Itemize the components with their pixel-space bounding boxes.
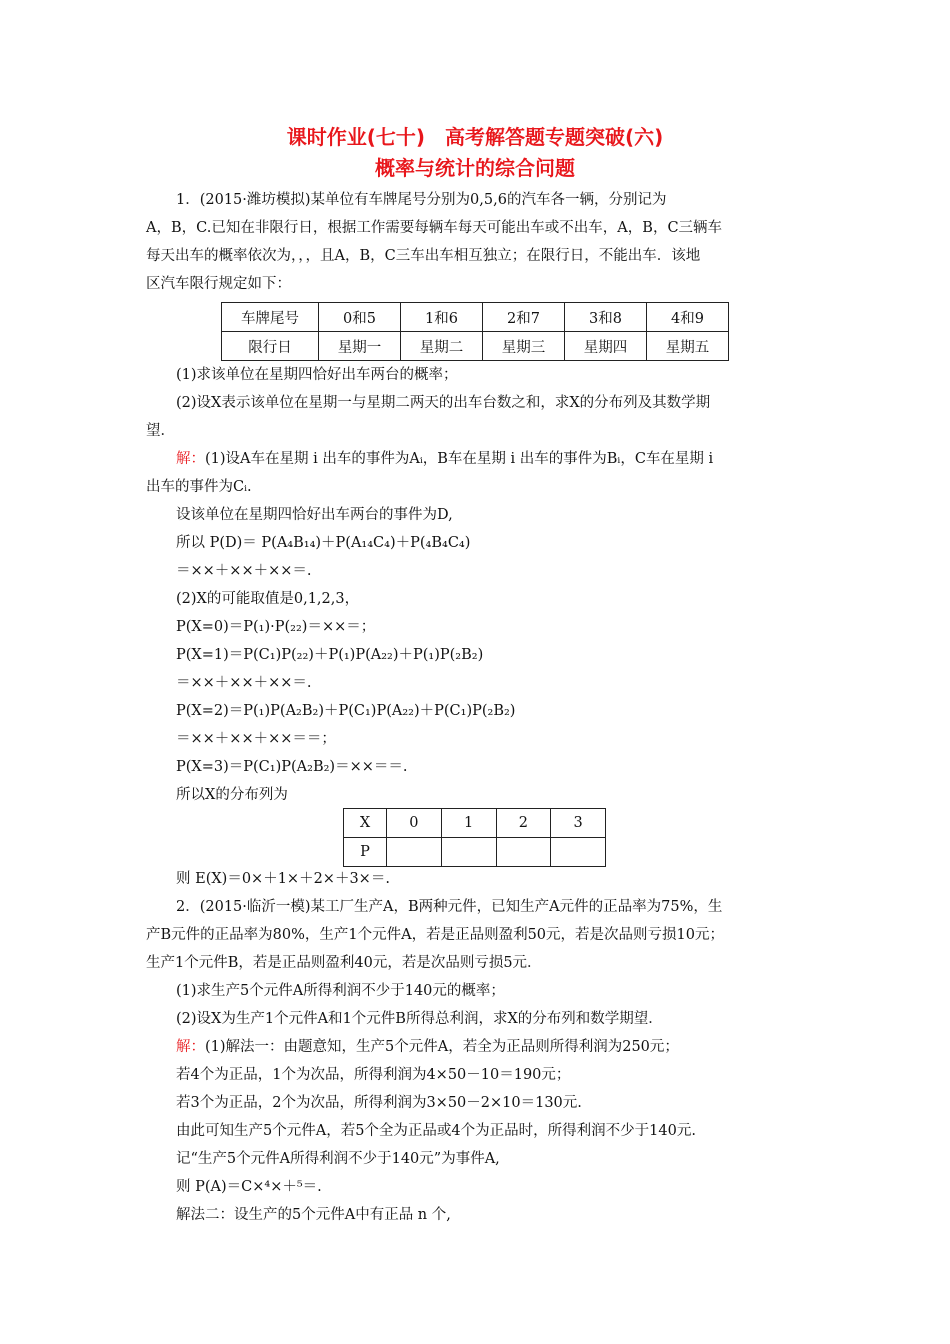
table-cell [496, 838, 551, 867]
solution-2-line: 若4个为正品，1个为次品，所得利润为4×50－10＝190元； [176, 1067, 571, 1083]
solution-1-line: ＝××＋××＋××＝. [176, 563, 312, 579]
table-cell: 0和5 [319, 303, 401, 332]
restriction-table [221, 302, 729, 361]
solution-1-line [176, 446, 713, 472]
solution-text: (1)解法一：由题意知，生产5个元件A，若全为正品则所得利润为250元； [205, 1039, 679, 1055]
solution-1-line: 所以X的分布列为 [176, 787, 288, 803]
solution-1-line: P(X=3)＝P(C₁)P(A₂B₂)＝××＝＝. [176, 759, 408, 775]
solution-label: 解： [176, 1039, 205, 1055]
table-cell: 4和9 [647, 303, 729, 332]
solution-2-line: 若3个为正品，2个为次品，所得利润为3×50－2×10＝130元. [176, 1095, 582, 1111]
problem2-line: 产B元件的正品率为80%，生产1个元件A，若是正品则盈利50元，若是次品则亏损10元； [146, 927, 724, 943]
table-cell [441, 838, 496, 867]
table-row [222, 332, 729, 361]
problem1-line: 每天出车的概率依次为，，，且A，B，C三车出车相互独立；在限行日，不能出车．该地 [146, 248, 701, 264]
distribution-table [343, 808, 606, 867]
table-row [222, 303, 729, 332]
table-cell: 星期一 [319, 332, 401, 361]
solution-2-line: 记“生产5个元件A所得利润不少于140元”为事件A, [176, 1151, 500, 1167]
page-title: 课时作业(七十) 高考解答题专题突破(六) [286, 125, 664, 149]
solution-1-line: 设该单位在星期四恰好出车两台的事件为D, [176, 507, 453, 523]
problem2-line: 生产1个元件B，若是正品则盈利40元，若是次品则亏损5元． [146, 955, 542, 971]
table-cell: 2 [496, 809, 551, 838]
table-cell: 1和6 [401, 303, 483, 332]
solution-1-line: P(X=2)＝P(₁)P(A₂B₂)＋P(C₁)P(A₂₂)＋P(C₁)P(₂B₂) [176, 703, 516, 719]
solution-1-line: ＝××＋××＋××＝. [176, 675, 312, 691]
table-cell: 3和8 [565, 303, 647, 332]
solution-2-line: 则 P(A)＝C×⁴×＋⁵＝. [176, 1179, 322, 1195]
problem1-line: 区汽车限行规定如下： [146, 276, 291, 292]
solution-1-line: 所以 P(D)＝ P(A₄B₁₄)＋P(A₁₄C₄)＋P(₄B₄C₄) [176, 535, 471, 551]
expectation-line: 则 E(X)＝0×＋1×＋2×＋3×＝. [176, 871, 390, 887]
solution-1-line: 出车的事件为Cᵢ. [146, 479, 252, 495]
problem1-line: A，B，C.已知在非限行日，根据工作需要每辆车每天可能出车或不出车，A，B，C三辆车 [146, 220, 723, 236]
table-row [344, 809, 606, 838]
table-cell: 0 [387, 809, 442, 838]
solution-1-line: (2)X的可能取值是0,1,2,3， [176, 591, 360, 607]
question-1-2-cont: 望． [146, 423, 175, 439]
table-cell: P [344, 838, 387, 867]
table-cell [387, 838, 442, 867]
question-1-2: (2)设X表示该单位在星期一与星期二两天的出车台数之和，求X的分布列及其数学期 [176, 395, 711, 411]
table-cell: 星期四 [565, 332, 647, 361]
table-cell: 1 [441, 809, 496, 838]
table-cell [551, 838, 606, 867]
problem1-line: 1．(2015·潍坊模拟)某单位有车牌尾号分别为0,5,6的汽车各一辆，分别记为 [176, 192, 667, 208]
question-2-1: (1)求生产5个元件A所得利润不少于140元的概率； [176, 983, 505, 999]
problem2-line: 2．(2015·临沂一模)某工厂生产A，B两种元件，已知生产A元件的正品率为75%，生 [176, 899, 723, 915]
table-cell: 星期三 [483, 332, 565, 361]
solution-label: 解： [176, 451, 205, 467]
table-cell: 车牌尾号 [222, 303, 319, 332]
solution-1-line: ＝××＋××＋××＝＝； [176, 731, 336, 747]
table-cell: 星期二 [401, 332, 483, 361]
page-subtitle: 概率与统计的综合问题 [375, 156, 575, 180]
solution-2-line: 解法二：设生产的5个元件A中有正品 n 个, [176, 1207, 451, 1223]
solution-1-line: P(X=0)＝P(₁)·P(₂₂)＝××＝； [176, 619, 376, 635]
table-cell: X [344, 809, 387, 838]
question-1-1: (1)求该单位在星期四恰好出车两台的概率； [176, 367, 458, 383]
solution-text: (1)设A车在星期 i 出车的事件为Aᵢ，B车在星期 i 出车的事件为Bᵢ，C车在星期 i [205, 451, 714, 467]
table-cell: 2和7 [483, 303, 565, 332]
solution-2-line: 由此可知生产5个元件A，若5个全为正品或4个为正品时，所得利润不少于140元. [176, 1123, 696, 1139]
table-cell: 星期五 [647, 332, 729, 361]
table-cell: 3 [551, 809, 606, 838]
table-row [344, 838, 606, 867]
solution-1-line: P(X=1)＝P(C₁)P(₂₂)＋P(₁)P(A₂₂)＋P(₁)P(₂B₂) [176, 647, 484, 663]
question-2-2: (2)设X为生产1个元件A和1个元件B所得总利润，求X的分布列和数学期望． [176, 1011, 663, 1027]
solution-2-line [176, 1034, 679, 1060]
table-cell: 限行日 [222, 332, 319, 361]
